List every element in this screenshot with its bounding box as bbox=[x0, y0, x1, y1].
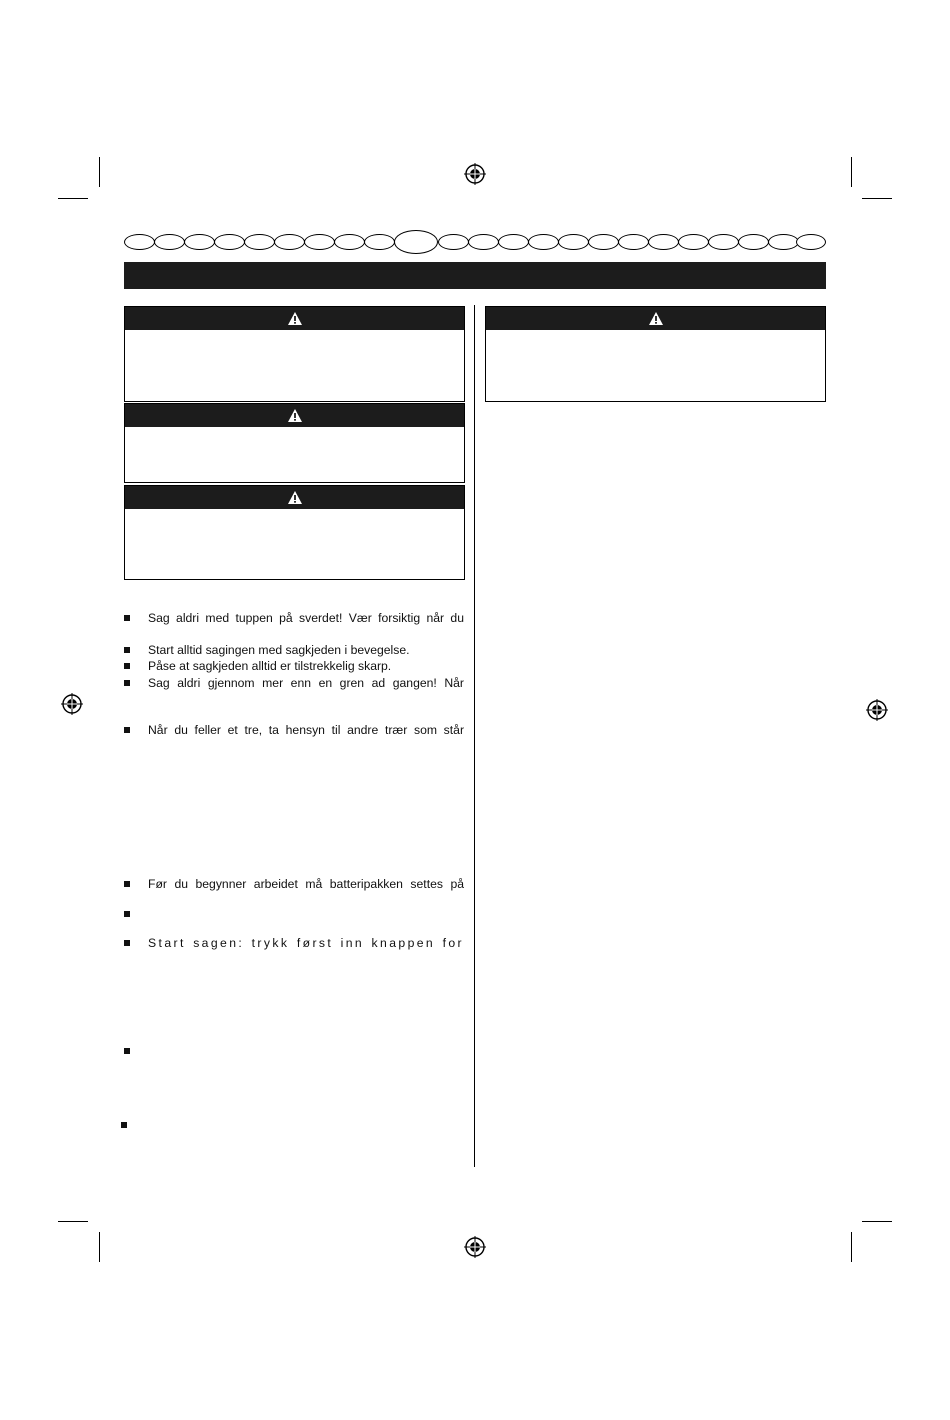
language-tab[interactable] bbox=[768, 234, 799, 250]
language-tab[interactable] bbox=[648, 234, 679, 250]
registration-mark-icon bbox=[61, 693, 83, 715]
warning-box bbox=[124, 403, 465, 483]
bullet-text: Start sagen: trykk først inn knappen for bbox=[148, 936, 464, 950]
language-tab[interactable] bbox=[274, 234, 305, 250]
warning-header bbox=[125, 404, 464, 427]
language-tab[interactable] bbox=[708, 234, 739, 250]
bullet-text: Når du feller et tre, ta hensyn til andre trær som står bbox=[148, 723, 464, 737]
bullet-text: Før du begynner arbeidet må batteripakken settes på bbox=[148, 877, 464, 891]
language-selector bbox=[124, 230, 826, 254]
language-tab[interactable] bbox=[244, 234, 275, 250]
language-tab[interactable] bbox=[334, 234, 365, 250]
bullet-square-icon bbox=[124, 1048, 130, 1054]
bullet-square-icon bbox=[124, 663, 130, 669]
crop-mark-bottom-right-h bbox=[862, 1221, 892, 1222]
crop-mark-top-right-v bbox=[851, 157, 852, 187]
crop-mark-bottom-right-v bbox=[851, 1232, 852, 1262]
language-tab[interactable] bbox=[796, 234, 826, 250]
language-tab[interactable] bbox=[588, 234, 619, 250]
bullet-square-icon bbox=[124, 881, 130, 887]
warning-header bbox=[486, 307, 825, 330]
crop-mark-top-left-h bbox=[58, 198, 88, 199]
warning-box bbox=[485, 306, 826, 402]
warning-triangle-icon bbox=[287, 408, 303, 423]
warning-box bbox=[124, 306, 465, 402]
bullet-text: Sag aldri gjennom mer enn en gren ad gangen! Når bbox=[148, 676, 464, 690]
bullet-square-icon bbox=[124, 940, 130, 946]
warning-header bbox=[125, 486, 464, 509]
crop-mark-top-right-h bbox=[862, 198, 892, 199]
registration-mark-icon bbox=[866, 699, 888, 721]
crop-mark-bottom-left-h bbox=[58, 1221, 88, 1222]
bullet-item bbox=[121, 1117, 461, 1133]
language-tab[interactable] bbox=[528, 234, 559, 250]
language-tab[interactable] bbox=[438, 234, 469, 250]
registration-mark-icon bbox=[464, 1236, 486, 1258]
warning-triangle-icon bbox=[287, 311, 303, 326]
warning-triangle-icon bbox=[287, 490, 303, 505]
bullet-item bbox=[124, 876, 464, 892]
language-tab[interactable] bbox=[184, 234, 215, 250]
column-divider bbox=[474, 305, 475, 1167]
bullet-item bbox=[124, 642, 464, 658]
bullet-square-icon bbox=[124, 727, 130, 733]
bullet-item bbox=[124, 935, 464, 951]
language-tab[interactable] bbox=[678, 234, 709, 250]
bullet-item bbox=[124, 675, 464, 691]
language-tab[interactable] bbox=[498, 234, 529, 250]
bullet-square-icon bbox=[124, 911, 130, 917]
language-tab[interactable] bbox=[738, 234, 769, 250]
language-tab[interactable] bbox=[618, 234, 649, 250]
bullet-item bbox=[124, 658, 464, 674]
language-tab[interactable] bbox=[214, 234, 245, 250]
bullet-item bbox=[124, 1043, 464, 1059]
language-tab[interactable] bbox=[558, 234, 589, 250]
bullet-item bbox=[124, 906, 464, 922]
crop-mark-bottom-left-v bbox=[99, 1232, 100, 1262]
bullet-item bbox=[124, 722, 464, 738]
warning-header bbox=[125, 307, 464, 330]
section-header-bar bbox=[124, 262, 826, 289]
bullet-item bbox=[124, 610, 464, 626]
warning-triangle-icon bbox=[648, 311, 664, 326]
warning-box bbox=[124, 485, 465, 580]
bullet-square-icon bbox=[124, 680, 130, 686]
bullet-text: Start alltid sagingen med sagkjeden i bevegelse. bbox=[148, 643, 410, 657]
bullet-square-icon bbox=[124, 647, 130, 653]
bullet-text: Påse at sagkjeden alltid er tilstrekkelig skarp. bbox=[148, 659, 392, 673]
language-tab[interactable] bbox=[364, 234, 395, 250]
bullet-text: Sag aldri med tuppen på sverdet! Vær forsiktig når du bbox=[148, 611, 464, 625]
language-tab[interactable] bbox=[154, 234, 185, 250]
language-tab-active[interactable] bbox=[394, 230, 438, 254]
language-tab[interactable] bbox=[304, 234, 335, 250]
crop-mark-top-left-v bbox=[99, 157, 100, 187]
language-tab[interactable] bbox=[124, 234, 155, 250]
bullet-square-icon bbox=[124, 615, 130, 621]
registration-mark-icon bbox=[464, 163, 486, 185]
bullet-square-icon bbox=[121, 1122, 127, 1128]
language-tab[interactable] bbox=[468, 234, 499, 250]
